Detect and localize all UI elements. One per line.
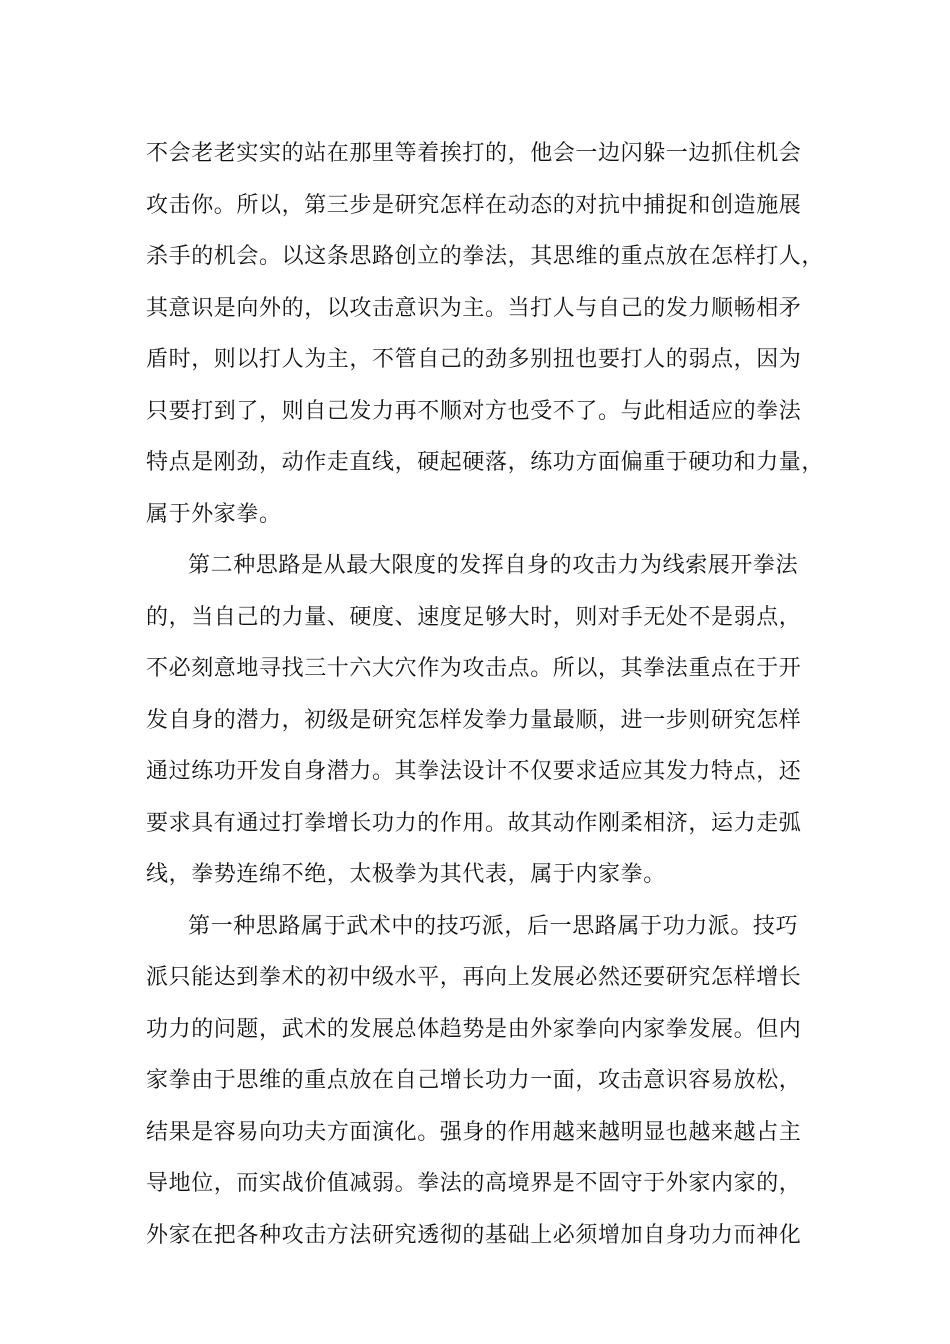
text-line: 派只能达到拳术的初中级水平，再向上发展必然还要研究怎样增长 [146,965,802,990]
text-line: 属于外家拳。 [146,501,282,527]
paragraph-1 [146,128,826,540]
text-line: 不会老老实实的站在那里等着挨打的，他会一边闪躲一边抓住机会 [146,141,802,166]
text-line: 导地位，而实战价值减弱。拳法的高境界是不固守于外家内家的， [146,1171,802,1196]
text-line-indented: 第一种思路属于武术中的技巧派，后一思路属于功力派。技巧 [188,913,799,939]
text-line: 攻击你。所以，第三步是研究怎样在动态的对抗中捕捉和创造施展 [146,192,802,218]
text-line: 要求具有通过打拳增长功力的作用。故其动作刚柔相济，运力走弧 [146,810,802,836]
body-text [146,128,826,1261]
text-line: 结果是容易向功夫方面演化。强身的作用越来越明显也越来越占主 [146,1119,802,1145]
text-line: 杀手的机会。以这条思路创立的拳法，其思维的重点放在怎样打人， [146,244,825,269]
text-line: 功力的问题，武术的发展总体趋势是由外家拳向内家拳发展。但内 [146,1016,802,1042]
text-line: 其意识是向外的，以攻击意识为主。当打人与自己的发力顺畅相矛 [146,295,802,321]
paragraph-3 [146,901,826,1262]
text-line: 家拳由于思维的重点放在自己增长功力一面，攻击意识容易放松， [146,1068,802,1093]
text-line: 发自身的潜力，初级是研究怎样发拳力量最顺，进一步则研究怎样 [146,707,802,733]
text-line: 线，拳势连绵不绝，太极拳为其代表，属于内家拳。 [146,862,666,887]
text-line: 特点是刚劲，动作走直线，硬起硬落，练功方面偏重于硬功和力量， [146,450,825,475]
text-line: 不必刻意地寻找三十六大穴作为攻击点。所以，其拳法重点在于开 [146,656,802,681]
text-line: 通过练功开发自身潜力。其拳法设计不仅要求适应其发力特点，还 [146,759,802,784]
text-line-indented: 第二种思路是从最大限度的发挥自身的攻击力为线索展开拳法 [188,553,799,578]
paragraph-2 [146,540,826,901]
text-line: 只要打到了，则自己发力再不顺对方也受不了。与此相适应的拳法 [146,398,802,424]
text-line: 的，当自己的力量、硬度、速度足够大时，则对手无处不是弱点， [146,604,802,630]
text-line: 外家在把各种攻击方法研究透彻的基础上必须增加自身功力而神化 [146,1222,802,1248]
text-line: 盾时，则以打人为主，不管自己的劲多别扭也要打人的弱点，因为 [146,347,802,372]
